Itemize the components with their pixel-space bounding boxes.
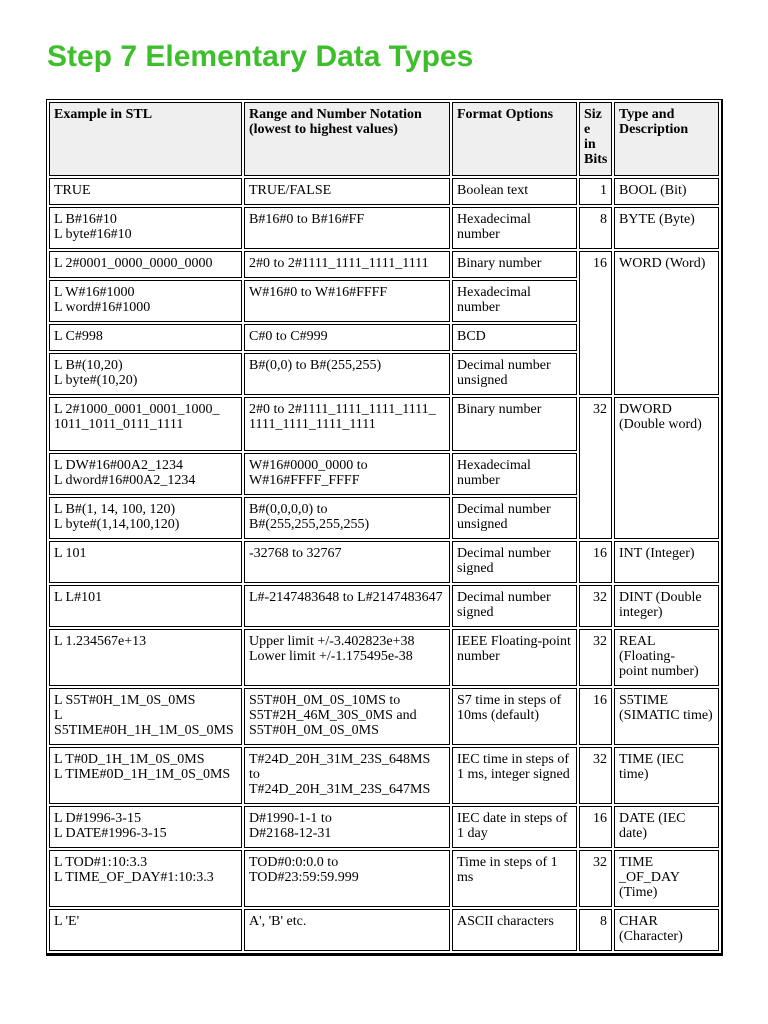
cell-example-text: TRUE [54,183,91,198]
cell-range-text: S5T#2H_46M_30S_0MS and [249,708,417,723]
cell-format [452,541,577,583]
cell-format-text: IEC date in steps of [457,811,568,826]
cell-format-text: Hexadecimal [457,212,531,227]
cell-size-text: 32 [593,634,607,649]
cell-range [244,909,450,951]
cell-type-text: (Character) [619,929,683,944]
data-types-table [47,100,721,953]
cell-format [452,585,577,627]
cell-example-text: L W#16#1000 [54,285,135,300]
header-example: Example in STL [49,102,242,176]
table-row [49,629,719,686]
table-row [49,178,719,205]
cell-format [452,207,577,249]
cell-format [452,178,577,205]
cell-example-text: L C#998 [54,329,103,344]
cell-example-text: L 2#1000_0001_0001_1000_ [54,402,220,417]
cell-example-text: L TOD#1:10:3.3 [54,855,148,870]
cell-size [579,178,612,205]
cell-range [244,324,450,351]
cell-range [244,497,450,539]
cell-example-text: L L#101 [54,590,103,605]
page-title: Step 7 Elementary Data Types [47,40,474,73]
cell-type-text: TIME [619,855,654,870]
cell-type [614,850,719,907]
cell-format-text: Binary number [457,256,542,271]
cell-example-text: L 1.234567e+13 [54,634,147,649]
cell-range-text: B#(255,255,255,255) [249,517,370,532]
cell-range [244,806,450,848]
cell-example [49,178,242,205]
cell-size [579,585,612,627]
cell-format [452,629,577,686]
table-header-row [49,102,719,176]
cell-size-text: 16 [593,693,607,708]
cell-example-text: L B#(10,20) [54,358,123,373]
cell-size [579,850,612,907]
cell-format-text: Decimal number [457,590,551,605]
cell-type [614,251,719,395]
cell-example-text: L DW#16#00A2_1234 [54,458,183,473]
cell-type [614,585,719,627]
cell-example-text: L dword#16#00A2_1234 [54,473,196,488]
cell-example-text: L byte#16#10 [54,227,132,242]
cell-example [49,688,242,745]
cell-range-text: T#24D_20H_31M_23S_647MS [249,782,431,797]
cell-format-text: Decimal number [457,358,551,373]
cell-size-text: 32 [593,590,607,605]
cell-range-text: -32768 to 32767 [249,546,342,561]
cell-example [49,747,242,804]
cell-type-text: _OF_DAY [619,870,680,885]
cell-range-text: W#16#0000_0000 to [249,458,368,473]
cell-format-text: signed [457,605,494,620]
cell-type-text: BOOL (Bit) [619,183,687,198]
cell-example-text: L [54,708,63,723]
cell-size [579,207,612,249]
cell-range [244,397,450,451]
cell-range [244,280,450,322]
cell-format-text: number [457,300,500,315]
cell-type [614,397,719,539]
cell-type-text: REAL (Floating- [619,634,675,664]
cell-type-text: DWORD [619,402,672,417]
cell-format-text: unsigned [457,373,508,388]
cell-size-text: 1 [600,183,607,198]
cell-size [579,747,612,804]
cell-range-text: Upper limit +/-3.402823e+38 [249,634,415,649]
cell-format-text: Binary number [457,402,542,417]
cell-format-text: S7 time in steps of [457,693,562,708]
cell-size-text: 8 [600,212,607,227]
cell-type [614,909,719,951]
cell-range-text: TOD#23:59:59.999 [249,870,359,885]
cell-example [49,585,242,627]
cell-example [49,397,242,451]
cell-format [452,497,577,539]
cell-range [244,353,450,395]
cell-format [452,453,577,495]
cell-format-text: IEC time in steps of [457,752,569,767]
cell-example-text: L T#0D_1H_1M_0S_0MS [54,752,205,767]
cell-type-text: DATE (IEC [619,811,686,826]
cell-type-text: CHAR [619,914,658,929]
cell-example [49,909,242,951]
cell-example-text: L 101 [54,546,87,561]
cell-format-text: number [457,473,500,488]
cell-range-text: A', 'B' etc. [249,914,307,929]
cell-example [49,280,242,322]
cell-range-text: L#-2147483648 to L#2147483647 [249,590,443,605]
cell-example [49,850,242,907]
cell-range-text: to [249,767,260,782]
cell-range [244,207,450,249]
cell-example-text: L byte#(1,14,100,120) [54,517,180,532]
cell-type-text: integer) [619,605,663,620]
cell-example-text: L B#16#10 [54,212,117,227]
cell-example-text: 1011_1011_0111_1111 [54,417,184,432]
header-range: Range and Number Notation (lowest to highest values) [244,102,450,176]
cell-format-text: unsigned [457,517,508,532]
cell-format [452,397,577,451]
cell-range-text: Lower limit +/-1.175495e-38 [249,649,413,664]
header-type: Type and Description [614,102,719,176]
cell-type [614,806,719,848]
cell-range-text: W#16#0 to W#16#FFFF [249,285,388,300]
cell-range-text: B#16#0 to B#16#FF [249,212,365,227]
cell-example-text: S5TIME#0H_1H_1M_0S_0MS [54,723,234,738]
header-format: Format Options [452,102,577,176]
cell-format-text: ms [457,870,474,885]
table-row [49,207,719,249]
cell-type-text: BYTE (Byte) [619,212,695,227]
cell-format-text: signed [457,561,494,576]
cell-format [452,324,577,351]
cell-example-text: L 'E' [54,914,80,929]
cell-size [579,688,612,745]
table-row [49,397,719,451]
cell-example-text: L B#(1, 14, 100, 120) [54,502,176,517]
cell-type-text: S5TIME [619,693,668,708]
cell-format-text: Hexadecimal [457,458,531,473]
cell-type-text: (Time) [619,885,658,900]
cell-example-text: L word#16#1000 [54,300,151,315]
cell-type-text: point number) [619,664,699,679]
header-size-line: Bits [584,152,608,167]
cell-example [49,324,242,351]
cell-size-text: 16 [593,811,607,826]
cell-example-text: L S5T#0H_1M_0S_0MS [54,693,196,708]
cell-format-text: Decimal number [457,546,551,561]
cell-size [579,541,612,583]
cell-example [49,353,242,395]
cell-format-text: 1 day [457,826,488,841]
cell-format [452,353,577,395]
cell-range-text: C#0 to C#999 [249,329,328,344]
cell-size-text: 32 [593,855,607,870]
cell-size [579,909,612,951]
cell-range-text: S5T#0H_0M_0S_10MS to [249,693,401,708]
cell-example [49,541,242,583]
cell-range [244,178,450,205]
header-size-line: in [584,137,596,152]
cell-format-text: IEEE Floating-point [457,634,571,649]
cell-type [614,629,719,686]
table-row [49,251,719,278]
cell-size [579,806,612,848]
cell-example-text: L D#1996-3-15 [54,811,141,826]
cell-format [452,688,577,745]
cell-example [49,629,242,686]
cell-type-text: WORD (Word) [619,256,706,271]
table-row [49,850,719,907]
cell-range-text: TOD#0:0:0.0 to [249,855,339,870]
cell-range-text: S5T#0H_0M_0S_0MS [249,723,379,738]
cell-size-text: 32 [593,402,607,417]
cell-format [452,806,577,848]
cell-type-text: (SIMATIC time) [619,708,713,723]
cell-example-text: L DATE#1996-3-15 [54,826,167,841]
cell-format-text: Boolean text [457,183,529,198]
cell-type-text: TIME (IEC time) [619,752,684,782]
cell-size-text: 16 [593,546,607,561]
cell-example [49,453,242,495]
table-row [49,585,719,627]
cell-format [452,251,577,278]
cell-format-text: number [457,649,500,664]
cell-format [452,280,577,322]
cell-size [579,251,612,395]
cell-range-text: B#(0,0) to B#(255,255) [249,358,382,373]
cell-range [244,629,450,686]
cell-format-text: number [457,227,500,242]
cell-range-text: 2#0 to 2#1111_1111_1111_1111 [249,256,429,271]
cell-range [244,541,450,583]
table-row [49,541,719,583]
cell-example [49,497,242,539]
cell-format [452,909,577,951]
header-size [579,102,612,176]
cell-size [579,397,612,539]
header-size-line: e [584,122,591,137]
cell-type-text: DINT (Double [619,590,702,605]
cell-type-text: (Double word) [619,417,702,432]
cell-example [49,806,242,848]
cell-type [614,541,719,583]
cell-example-text: L TIME#0D_1H_1M_0S_0MS [54,767,231,782]
cell-type [614,178,719,205]
cell-example-text: L 2#0001_0000_0000_0000 [54,256,213,271]
table-body [49,178,719,951]
cell-format-text: Hexadecimal [457,285,531,300]
cell-range-text: D#1990-1-1 to [249,811,332,826]
cell-type-text: INT (Integer) [619,546,695,561]
table-row [49,747,719,804]
cell-size-text: 8 [600,914,607,929]
cell-format-text: ASCII characters [457,914,554,929]
cell-range-text: TRUE/FALSE [249,183,332,198]
cell-range [244,251,450,278]
table-row [49,909,719,951]
data-types-table-frame [46,99,723,956]
cell-format-text: Decimal number [457,502,551,517]
cell-range-text: B#(0,0,0,0) to [249,502,328,517]
cell-range-text: T#24D_20H_31M_23S_648MS [249,752,431,767]
cell-range-text: D#2168-12-31 [249,826,332,841]
cell-example-text: L TIME_OF_DAY#1:10:3.3 [54,870,214,885]
table-row [49,806,719,848]
table-row [49,688,719,745]
cell-format-text: Time in steps of 1 [457,855,558,870]
cell-range [244,688,450,745]
cell-size-text: 16 [593,256,607,271]
cell-example-text: L byte#(10,20) [54,373,138,388]
cell-range [244,585,450,627]
cell-type [614,688,719,745]
cell-format-text: 1 ms, integer signed [457,767,570,782]
cell-range [244,747,450,804]
cell-range-text: W#16#FFFF_FFFF [249,473,360,488]
cell-type [614,747,719,804]
cell-format-text: BCD [457,329,486,344]
cell-type-text: date) [619,826,647,841]
cell-size [579,629,612,686]
cell-format [452,747,577,804]
cell-range-text: 1111_1111_1111_1111 [249,417,376,432]
cell-range [244,453,450,495]
cell-range-text: 2#0 to 2#1111_1111_1111_1111_ [249,402,436,417]
cell-example [49,251,242,278]
cell-range [244,850,450,907]
cell-format-text: 10ms (default) [457,708,540,723]
header-size-line: Siz [584,107,602,122]
cell-example [49,207,242,249]
cell-format [452,850,577,907]
cell-type [614,207,719,249]
cell-size-text: 32 [593,752,607,767]
